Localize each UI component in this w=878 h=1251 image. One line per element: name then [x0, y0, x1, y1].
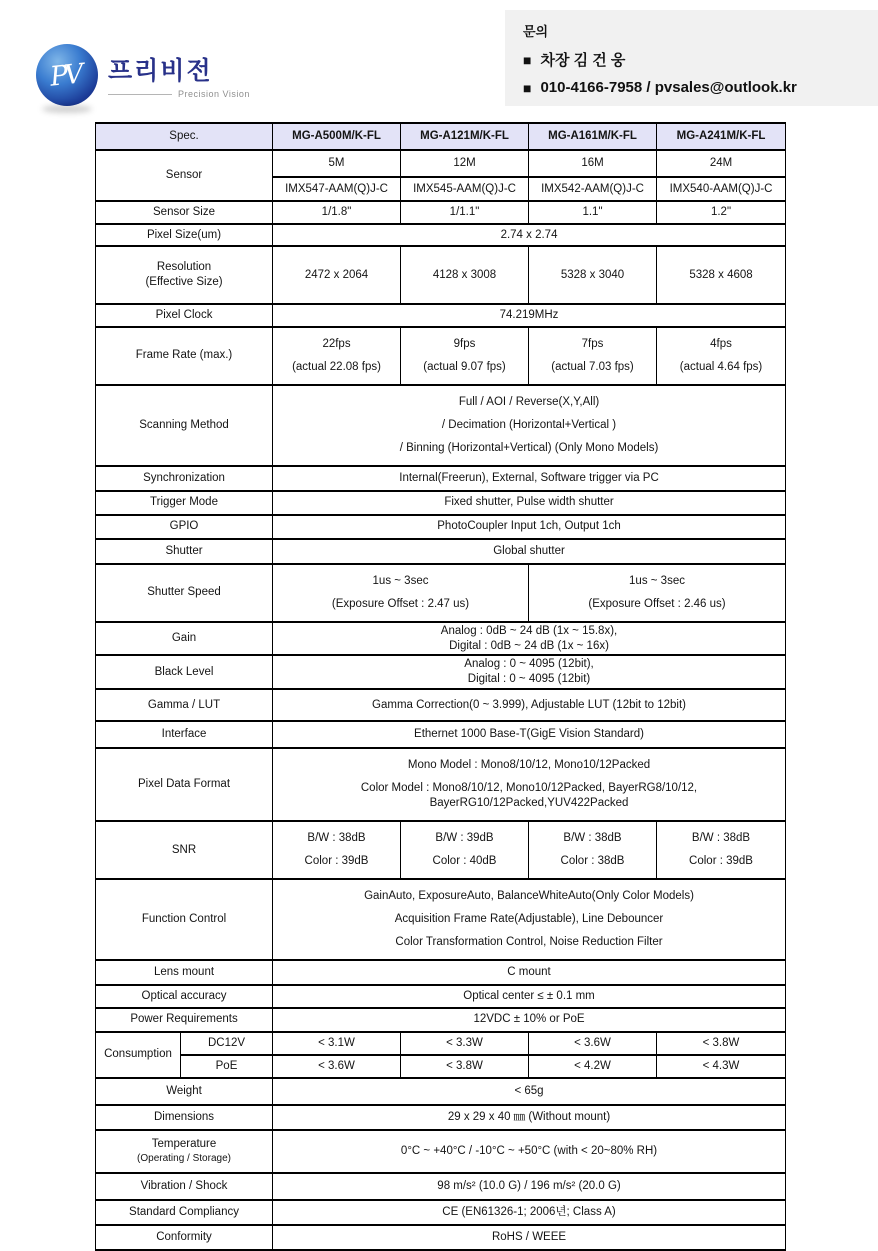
row-label-frame-rate: Frame Rate (max.)	[96, 327, 273, 385]
row-label-dimensions: Dimensions	[96, 1105, 273, 1130]
value-cell: Ethernet 1000 Base-T(GigE Vision Standard)	[273, 721, 786, 748]
col-header-spec: Spec.	[96, 123, 273, 150]
value-cell: 0°C ~ +40°C / -10°C ~ +50°C (with < 20~80% RH)	[273, 1130, 786, 1173]
row-label-gpio: GPIO	[96, 515, 273, 539]
value-cell: B/W : 39dB Color : 40dB	[401, 821, 529, 879]
table-row	[96, 1008, 786, 1032]
row-label-snr: SNR	[96, 821, 273, 879]
table-row	[96, 515, 786, 539]
row-label-vibration-shock: Vibration / Shock	[96, 1173, 273, 1200]
row-label-conformity: Conformity	[96, 1225, 273, 1250]
table-row	[96, 985, 786, 1008]
col-header-model-3: MG-A161M/K-FL	[529, 123, 657, 150]
value-cell: Fixed shutter, Pulse width shutter	[273, 491, 786, 515]
value-cell: IMX542-AAM(Q)J-C	[529, 177, 657, 201]
contact-person: 차장 김 건 웅	[540, 52, 626, 69]
table-row	[96, 879, 786, 960]
value-cell: < 65g	[273, 1078, 786, 1105]
row-label-shutter-speed: Shutter Speed	[96, 564, 273, 622]
row-label-interface: Interface	[96, 721, 273, 748]
bullet-square-icon: ■	[523, 51, 532, 68]
value-cell: CE (EN61326-1; 2006년; Class A)	[273, 1200, 786, 1225]
table-row	[96, 539, 786, 564]
value-cell: 5M	[273, 150, 401, 177]
table-row	[96, 748, 786, 821]
contact-box	[505, 10, 878, 106]
contact-person-line	[523, 49, 868, 70]
value-cell: B/W : 38dB Color : 39dB	[657, 821, 786, 879]
tagline-rule	[108, 94, 172, 95]
value-cell: Optical center ≤ ± 0.1 mm	[273, 985, 786, 1008]
col-header-model-2: MG-A121M/K-FL	[401, 123, 529, 150]
row-label-pixel-size: Pixel Size(um)	[96, 224, 273, 246]
value-cell: 22fps (actual 22.08 fps)	[273, 327, 401, 385]
table-row	[96, 1173, 786, 1200]
value-cell: 5328 x 3040	[529, 246, 657, 304]
value-cell: Analog : 0dB ~ 24 dB (1x ~ 15.8x), Digital : 0dB ~ 24 dB (1x ~ 16x)	[273, 622, 786, 656]
sub-label-poe: PoE	[181, 1055, 273, 1078]
value-cell: < 3.8W	[657, 1032, 786, 1055]
row-label-temperature: Temperature (Operating / Storage)	[96, 1130, 273, 1173]
value-cell: Global shutter	[273, 539, 786, 564]
value-cell: < 3.3W	[401, 1032, 529, 1055]
value-cell: 4fps (actual 4.64 fps)	[657, 327, 786, 385]
table-row	[96, 721, 786, 748]
row-label-function-control: Function Control	[96, 879, 273, 960]
value-cell: 12VDC ± 10% or PoE	[273, 1008, 786, 1032]
value-cell: 1us ~ 3sec (Exposure Offset : 2.47 us)	[273, 564, 529, 622]
row-label-pixel-clock: Pixel Clock	[96, 304, 273, 327]
value-cell: B/W : 38dB Color : 38dB	[529, 821, 657, 879]
row-label-resolution: Resolution (Effective Size)	[96, 246, 273, 304]
value-cell: < 3.8W	[401, 1055, 529, 1078]
row-label-sensor-size: Sensor Size	[96, 201, 273, 224]
row-label-standard-compliancy: Standard Compliancy	[96, 1200, 273, 1225]
row-label-pixel-data-format: Pixel Data Format	[96, 748, 273, 821]
value-cell: IMX540-AAM(Q)J-C	[657, 177, 786, 201]
value-cell: 16M	[529, 150, 657, 177]
row-label-weight: Weight	[96, 1078, 273, 1105]
table-row	[96, 655, 786, 689]
value-cell: RoHS / WEEE	[273, 1225, 786, 1250]
value-cell: 7fps (actual 7.03 fps)	[529, 327, 657, 385]
value-cell: 5328 x 4608	[657, 246, 786, 304]
table-row	[96, 1105, 786, 1130]
value-cell: 1.1"	[529, 201, 657, 224]
row-label-scanning-method: Scanning Method	[96, 385, 273, 466]
table-row	[96, 491, 786, 515]
value-cell: 74.219MHz	[273, 304, 786, 327]
contact-heading: 문의	[523, 24, 549, 39]
row-label-power-requirements: Power Requirements	[96, 1008, 273, 1032]
row-label-synchronization: Synchronization	[96, 466, 273, 491]
table-row	[96, 960, 786, 985]
table-row	[96, 304, 786, 327]
value-cell: < 3.6W	[273, 1055, 401, 1078]
table-row	[96, 1225, 786, 1250]
brand-tagline-row	[108, 89, 250, 99]
table-row	[96, 466, 786, 491]
row-label-trigger-mode: Trigger Mode	[96, 491, 273, 515]
pv-globe-icon	[36, 44, 98, 106]
value-cell: 1/1.8"	[273, 201, 401, 224]
value-cell: 9fps (actual 9.07 fps)	[401, 327, 529, 385]
contact-phone-email-line	[523, 79, 868, 96]
row-label-optical-accuracy: Optical accuracy	[96, 985, 273, 1008]
value-cell: 12M	[401, 150, 529, 177]
value-cell: 29 x 29 x 40 ㎜ (Without mount)	[273, 1105, 786, 1130]
value-cell: C mount	[273, 960, 786, 985]
value-cell: IMX545-AAM(Q)J-C	[401, 177, 529, 201]
value-cell: GainAuto, ExposureAuto, BalanceWhiteAuto(Only Color Models) Acquisition Frame Rate(Adjustable), Line Debouncer Color Transformation Control, Noise Reduction Filter	[273, 879, 786, 960]
table-row	[96, 821, 786, 879]
value-cell: 2472 x 2064	[273, 246, 401, 304]
table-row	[96, 1130, 786, 1173]
row-label-gamma-lut: Gamma / LUT	[96, 689, 273, 721]
value-cell: Analog : 0 ~ 4095 (12bit), Digital : 0 ~ 4095 (12bit)	[273, 655, 786, 689]
table-row	[96, 689, 786, 721]
value-cell: 1us ~ 3sec (Exposure Offset : 2.46 us)	[529, 564, 786, 622]
logo	[36, 44, 250, 106]
row-label-gain: Gain	[96, 622, 273, 656]
table-row	[96, 246, 786, 304]
row-label-black-level: Black Level	[96, 655, 273, 689]
value-cell: IMX547-AAM(Q)J-C	[273, 177, 401, 201]
spec-table-body	[96, 123, 786, 1250]
col-header-model-1: MG-A500M/K-FL	[273, 123, 401, 150]
value-cell: < 3.6W	[529, 1032, 657, 1055]
value-cell: B/W : 38dB Color : 39dB	[273, 821, 401, 879]
value-cell: < 4.3W	[657, 1055, 786, 1078]
brand-text	[108, 51, 250, 99]
pv-monogram: PV	[48, 58, 82, 93]
table-row	[96, 327, 786, 385]
brand-name: 프리비전	[108, 57, 213, 85]
row-label-shutter: Shutter	[96, 539, 273, 564]
value-cell: 98 m/s² (10.0 G) / 196 m/s² (20.0 G)	[273, 1173, 786, 1200]
value-cell: 2.74 x 2.74	[273, 224, 786, 246]
table-row	[96, 1055, 786, 1078]
value-cell: 4128 x 3008	[401, 246, 529, 304]
value-cell: 24M	[657, 150, 786, 177]
brand-tagline: Precision Vision	[178, 89, 250, 99]
row-label-consumption: Consumption	[96, 1032, 181, 1078]
table-row	[96, 622, 786, 656]
col-header-model-4: MG-A241M/K-FL	[657, 123, 786, 150]
value-cell: < 3.1W	[273, 1032, 401, 1055]
table-row	[96, 201, 786, 224]
contact-phone-email: 010-4166-7958 / pvsales@outlook.kr	[540, 79, 797, 96]
value-cell: < 4.2W	[529, 1055, 657, 1078]
table-row	[96, 1078, 786, 1105]
bullet-square-icon: ■	[523, 79, 532, 96]
value-cell: Full / AOI / Reverse(X,Y,All) / Decimation (Horizontal+Vertical ) / Binning (Horizontal+Vertical) (Only Mono Models)	[273, 385, 786, 466]
table-row	[96, 224, 786, 246]
table-row	[96, 150, 786, 177]
value-cell: Mono Model : Mono8/10/12, Mono10/12Packed Color Model : Mono8/10/12, Mono10/12Packed, BayerRG8/10/12, BayerRG10/12Packed,YUV422Packed	[273, 748, 786, 821]
table-row	[96, 1032, 786, 1055]
value-cell: 1.2"	[657, 201, 786, 224]
table-row	[96, 123, 786, 150]
value-cell: Internal(Freerun), External, Software trigger via PC	[273, 466, 786, 491]
spec-table	[95, 122, 786, 1251]
logo-shadow	[42, 105, 92, 113]
row-label-sensor: Sensor	[96, 150, 273, 201]
table-row	[96, 1200, 786, 1225]
row-label-lens-mount: Lens mount	[96, 960, 273, 985]
value-cell: 1/1.1"	[401, 201, 529, 224]
table-row	[96, 385, 786, 466]
sub-label-dc12v: DC12V	[181, 1032, 273, 1055]
value-cell: PhotoCoupler Input 1ch, Output 1ch	[273, 515, 786, 539]
table-row	[96, 564, 786, 622]
value-cell: Gamma Correction(0 ~ 3.999), Adjustable LUT (12bit to 12bit)	[273, 689, 786, 721]
